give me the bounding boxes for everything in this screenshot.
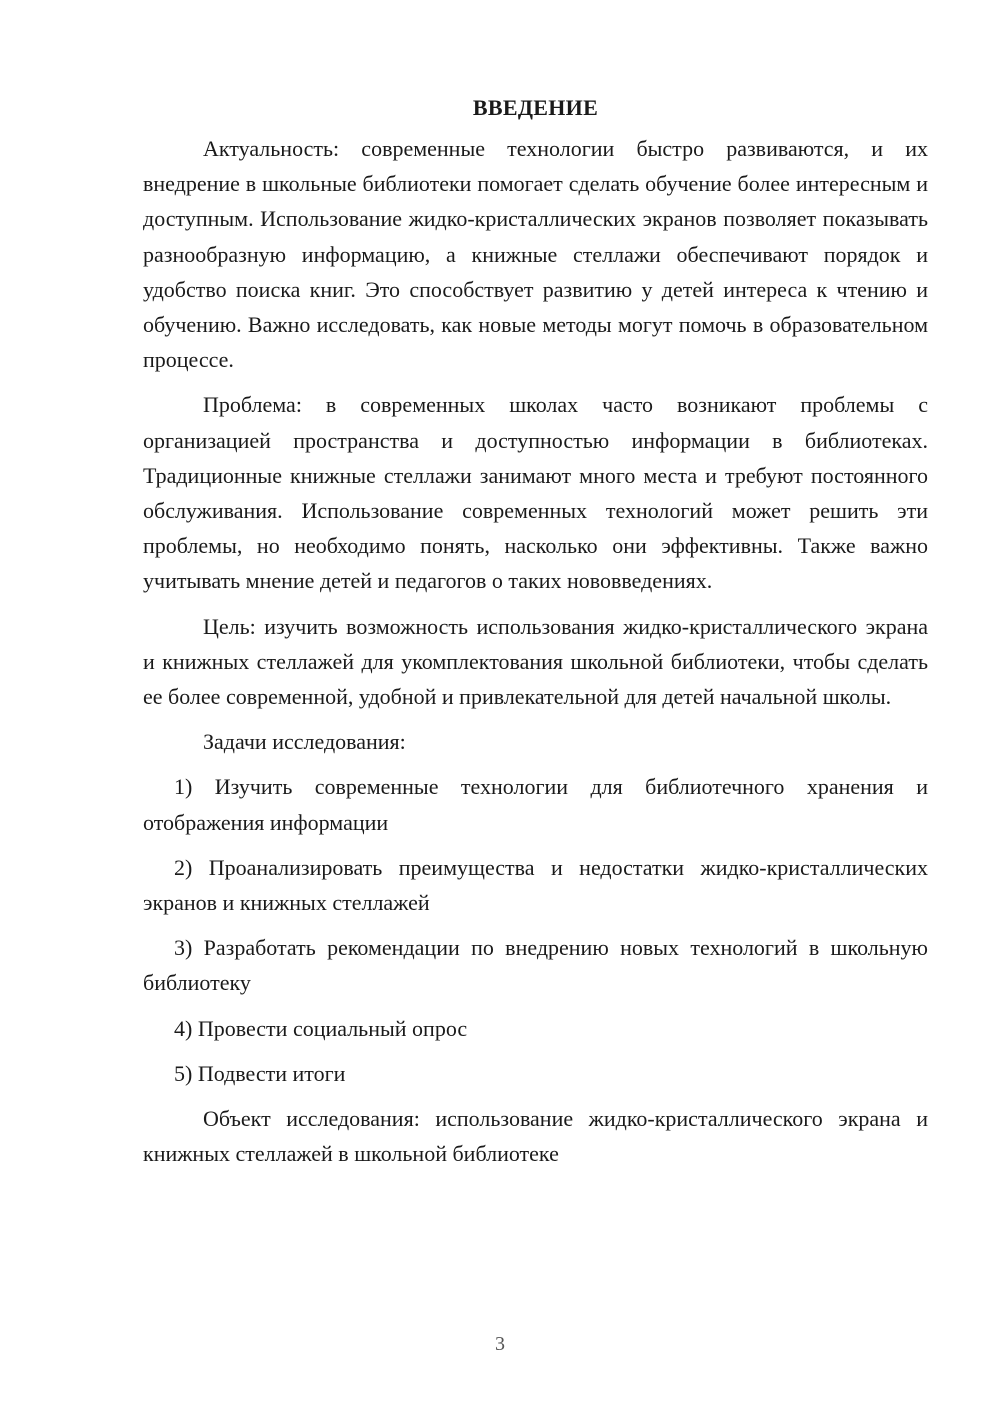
page-number: 3 (495, 1333, 505, 1355)
task-item: 5) Подвести итоги (174, 1060, 346, 1086)
tasks-heading: Задачи исследования: (203, 729, 406, 755)
document-page (143, 90, 928, 1181)
paragraph-goal: Цель: изучить возможность использования жидко-кристаллического экрана и книжных стеллажей для укомплектования школьной библиотеки, чтобы сделать ее более современной, удобной и привлекательной для детей начальной школы. (143, 613, 928, 710)
paragraph-object: Объект исследования: использование жидко-кристаллического экрана и книжных стеллажей в школьной библиотеке (143, 1106, 928, 1167)
task-item: 4) Провести социальный опрос (174, 1015, 468, 1041)
task-item: 1) Изучить современные технологии для библиотечного хранения и отображения информации (143, 774, 928, 835)
paragraph-problem: Проблема: в современных школах часто возникают проблемы с организацией пространства и доступностью информации в библиотеках. Традиционные книжные стеллажи занимают много места и требуют постоянного обслуживания. Использование современных технологий может решить эти проблемы, но необходимо понять, насколько они эффективны. Также важно учитывать мнение детей и педагогов о таких нововведениях. (143, 392, 928, 594)
paragraph-relevance: Актуальность: современные технологии быстро развиваются, и их внедрение в школьные библиотеки помогает сделать обучение более интересным и доступным. Использование жидко-кристаллических экранов позволяет показывать разнообразную информацию, а книжные стеллажи обеспечивают порядок и удобство поиска книг. Это способствует развитию у детей интереса к чтению и обучению. Важно исследовать, как новые методы могут помочь в образовательном процессе. (143, 136, 928, 373)
task-item: 3) Разработать рекомендации по внедрению новых технологий в школьную библиотеку (143, 935, 928, 996)
section-heading: ВВЕДЕНИЕ (472, 95, 599, 120)
task-item: 2) Проанализировать преимущества и недостатки жидко-кристаллических экранов и книжных стеллажей (143, 854, 928, 916)
